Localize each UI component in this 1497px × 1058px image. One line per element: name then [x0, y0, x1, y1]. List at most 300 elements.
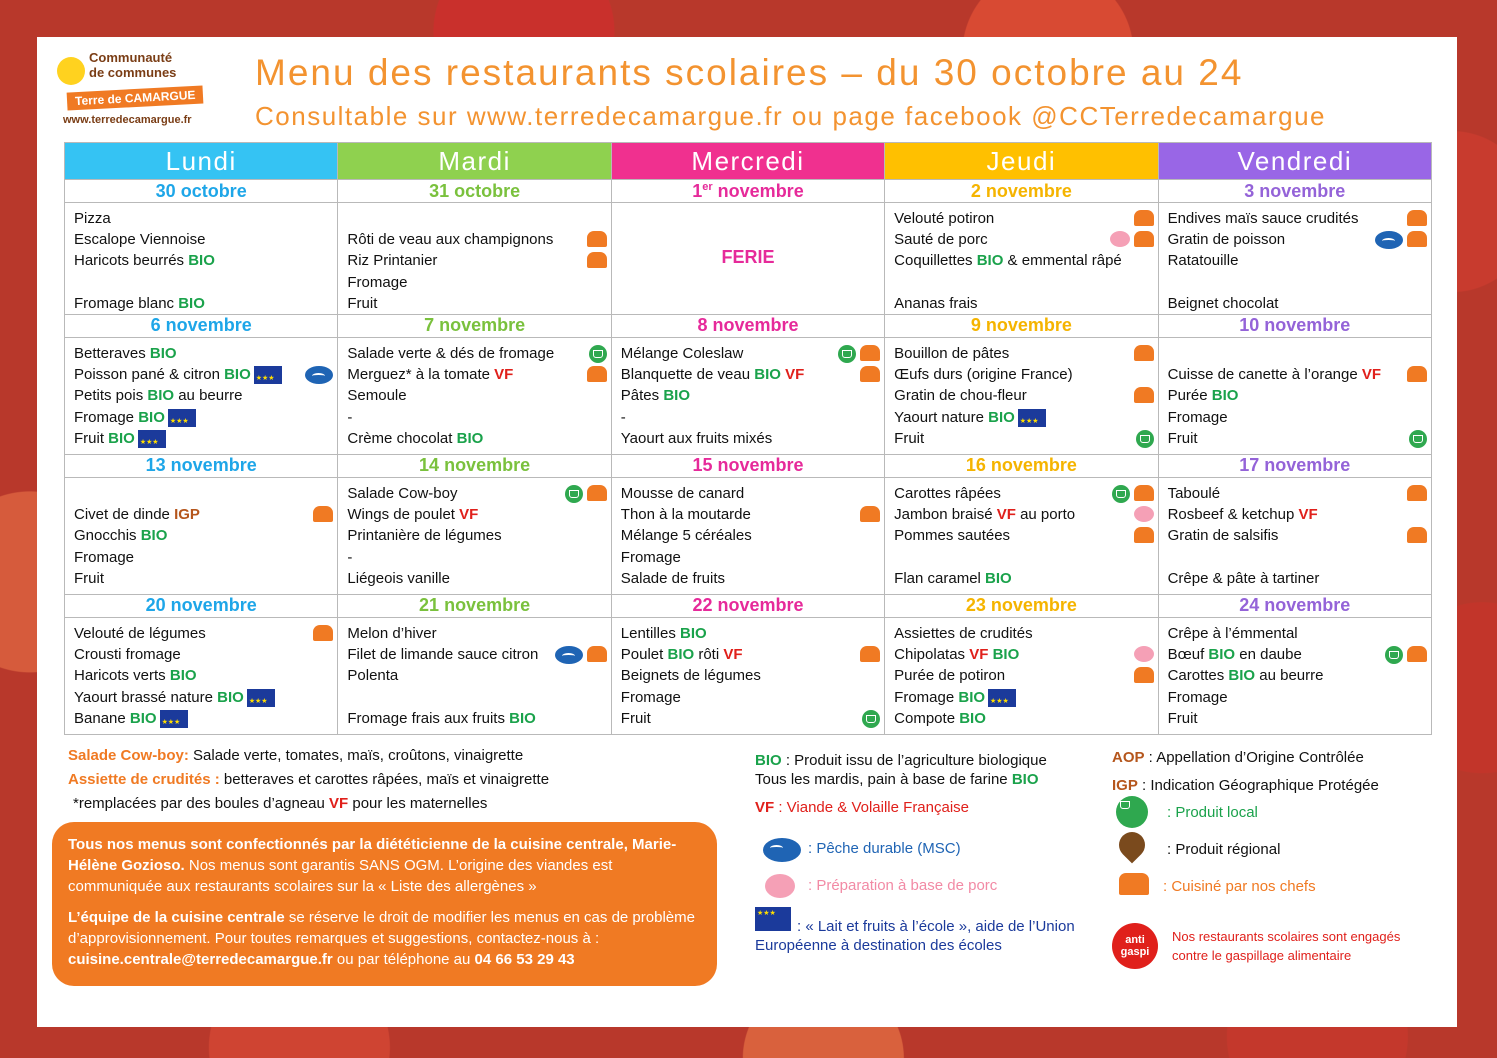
date-lundi: 6 novembre: [65, 314, 338, 337]
eu-flag-icon: [168, 409, 196, 427]
date-mercredi: 22 novembre: [611, 594, 884, 617]
dish-item: [894, 547, 1147, 568]
date-vendredi: 10 novembre: [1158, 314, 1431, 337]
dish-text: Escalope Viennoise: [74, 231, 206, 249]
dish-item: [74, 525, 327, 546]
dish-text: Thon à la moutarde: [620, 506, 751, 524]
legend-eu: : « Lait et fruits à l’école », aide de l’Union Européenne à destination des écoles: [755, 918, 1075, 954]
eu-flag-icon: [160, 710, 188, 728]
dish-list: [65, 203, 337, 314]
bio-tag: BIO: [985, 569, 1012, 587]
dish-item: [347, 428, 600, 449]
dish-list: [612, 478, 884, 589]
dish-item: [621, 644, 874, 665]
chef-hat-icon: [587, 231, 607, 247]
date-lundi: 13 novembre: [65, 454, 338, 477]
dish-item: [74, 229, 327, 250]
dish-text: Compote: [894, 709, 960, 727]
dish-text: Crousti fromage: [74, 646, 181, 664]
menu-cell-mardi: [338, 337, 611, 454]
dish-text: Chipolatas: [894, 646, 970, 664]
eu-flag-icon: [1018, 409, 1046, 427]
day-header-row: [65, 143, 1432, 180]
dish-item: [621, 343, 874, 364]
dish-item: [347, 364, 600, 385]
dish-list: [885, 618, 1157, 729]
dish-text: Fromage: [620, 688, 681, 706]
dish-item: [1168, 623, 1421, 644]
dish-text: Flan caramel: [894, 569, 986, 587]
dish-text: Petits pois: [74, 387, 148, 405]
vf-tag: VF: [785, 366, 805, 384]
menu-sheet: [37, 37, 1457, 1027]
menu-cell-lundi: [65, 203, 338, 315]
dish-item: [347, 343, 600, 364]
menu-cell-jeudi: [885, 477, 1158, 594]
dish-item: [894, 504, 1147, 525]
dish-item: [894, 208, 1147, 229]
chef-hat-icon: [1134, 231, 1154, 247]
dish-text: Melon d’hiver: [347, 624, 437, 642]
menu-cell-mercredi: [611, 477, 884, 594]
dish-text: -: [347, 408, 353, 426]
legend-chef: : Cuisiné par nos chefs: [1163, 878, 1316, 895]
dish-text: Pizza: [74, 210, 111, 227]
date-row: [65, 454, 1432, 477]
legend-bio: BIO : Produit issu de l’agriculture biologique Tous les mardis, pain à base de farine BIO: [755, 752, 1047, 788]
legend-msc: : Pêche durable (MSC): [808, 840, 961, 857]
pig-icon: [1134, 506, 1154, 522]
dish-text: Beignets de légumes: [620, 667, 761, 685]
chef-hat-icon: [1134, 527, 1154, 543]
antigaspi-apple-icon: anti gaspi: [1112, 923, 1158, 969]
dish-item: [621, 568, 874, 589]
local-basket-icon: [838, 345, 856, 363]
note-cowboy: Salade Cow-boy: Salade verte, tomates, maïs, croûtons, vinaigrette: [68, 747, 524, 764]
dish-item: [1168, 272, 1421, 293]
bio-tag: BIO: [992, 646, 1020, 664]
info-paragraph-1: Tous nos menus sont confectionnés par la diététicienne de la cuisine centrale, Marie-Hélène Gozioso. Nos menus sont garantis SANS OGM. L’origine des viandes est communiquée aux restaurants scolaires sur la « Liste des allergènes »: [68, 836, 677, 895]
logo-line2: de communes: [89, 65, 177, 80]
dish-item: [347, 272, 600, 293]
dish-text: Ananas frais: [894, 294, 978, 312]
dish-item: [894, 568, 1147, 589]
bio-tag: BIO: [1228, 667, 1256, 685]
bio-tag: BIO: [1208, 646, 1236, 664]
bio-tag: BIO: [178, 294, 205, 312]
vf-tag: VF: [996, 506, 1016, 524]
dish-item: [894, 623, 1147, 644]
day-header-lundi: Lundi: [65, 143, 338, 180]
dish-item: [621, 483, 874, 504]
dish-text: Fromage: [74, 408, 139, 426]
dish-list: [338, 618, 610, 729]
date-jeudi: 16 novembre: [885, 454, 1158, 477]
dish-item: [621, 665, 874, 686]
bio-tag: BIO: [138, 408, 165, 426]
dish-item: [894, 343, 1147, 364]
chef-hat-icon: [587, 252, 607, 268]
menu-cell-vendredi: [1158, 477, 1431, 594]
dish-item: [894, 272, 1147, 293]
dish-text: Banane: [74, 709, 130, 727]
info-box: [52, 822, 717, 986]
dish-list: [1159, 338, 1431, 449]
menu-cell-jeudi: [885, 203, 1158, 315]
bio-tag: BIO: [509, 709, 536, 727]
menu-cell-lundi: [65, 617, 338, 734]
menu-cell-mardi: [338, 617, 611, 734]
dish-text: Velouté de légumes: [74, 624, 206, 642]
dish-text: Yaourt nature: [894, 408, 989, 426]
dish-text: Wings de poulet: [347, 506, 460, 524]
date-mercredi: 1er novembre: [611, 180, 884, 203]
chef-hat-icon: [860, 646, 880, 662]
bio-tag: BIO: [679, 624, 707, 642]
dish-text: Liégeois vanille: [347, 569, 450, 587]
dish-item: [74, 504, 327, 525]
dish-item: [621, 504, 874, 525]
dish-text: Œufs durs (origine France): [894, 366, 1073, 384]
dish-item: [347, 623, 600, 644]
dish-text: Polenta: [347, 667, 399, 685]
dish-text: Yaourt aux fruits mixés: [620, 429, 773, 447]
dish-text: Rosbeef & ketchup: [1167, 506, 1299, 524]
dish-text: Gratin de poisson: [1167, 231, 1286, 249]
dish-text: Lentilles: [620, 624, 680, 642]
bio-tag: BIO: [976, 252, 1004, 270]
note-crudites: Assiette de crudités : betteraves et carottes râpées, maïs et vinaigrette: [68, 771, 550, 788]
date-jeudi: 23 novembre: [885, 594, 1158, 617]
date-lundi: 30 octobre: [65, 180, 338, 203]
chef-hat-icon: [1134, 667, 1154, 683]
eu-flag-icon: [988, 689, 1016, 707]
legend-local: : Produit local: [1167, 804, 1258, 821]
vf-tag: VF: [459, 506, 479, 524]
bio-tag: BIO: [217, 688, 244, 706]
dish-text: Sauté de porc: [894, 231, 988, 249]
dish-text: Fromage: [1167, 688, 1228, 706]
eu-flag-icon: [247, 689, 275, 707]
dish-text: -: [347, 548, 353, 566]
dish-text: Mousse de canard: [620, 484, 745, 502]
dish-list: [1159, 478, 1431, 589]
sun-icon: [57, 57, 85, 85]
dish-item: [894, 407, 1147, 428]
dish-text: Fromage: [347, 273, 408, 291]
menu-cell-vendredi: [1158, 617, 1431, 734]
legend-vf: VF : Viande & Volaille Française: [755, 799, 970, 816]
dish-item: [1168, 525, 1421, 546]
dish-text: Fruit: [620, 709, 651, 727]
vf-tag: VF: [969, 646, 989, 664]
dish-item: [621, 623, 874, 644]
day-header-jeudi: Jeudi: [885, 143, 1158, 180]
dish-text: Fruit: [74, 569, 104, 587]
dish-item: [74, 644, 327, 665]
date-mercredi: 15 novembre: [611, 454, 884, 477]
dish-text: Blanquette de veau: [620, 366, 755, 384]
dish-item: [74, 364, 327, 385]
menu-cell-lundi: [65, 477, 338, 594]
dish-item: [1168, 687, 1421, 708]
dish-text: Cuisse de canette à l’orange: [1167, 366, 1362, 384]
date-vendredi: 24 novembre: [1158, 594, 1431, 617]
dish-text: Endives maïs sauce crudités: [1167, 210, 1359, 227]
dish-text: Jambon braisé: [894, 506, 997, 524]
menu-cell-mercredi: [611, 337, 884, 454]
menu-cell-lundi: [65, 337, 338, 454]
dish-text: Filet de limande sauce citron: [347, 646, 539, 664]
vf-tag: VF: [1298, 506, 1318, 524]
bio-tag: BIO: [108, 429, 135, 447]
dish-text: -: [620, 408, 626, 426]
local-basket-icon: [1385, 646, 1403, 664]
dish-text: Carottes: [1167, 667, 1229, 685]
dish-text: Crêpe & pâte à tartiner: [1167, 569, 1320, 587]
dish-item: [1168, 644, 1421, 665]
info-paragraph-2: L’équipe de la cuisine centrale se réserve le droit de modifier les menus en cas de problème d’approvisionnement. Pour toutes remarques et suggestions, contactez-nous à : cuisine.centrale@terredecamargue.fr ou par téléphone au 04 66 53 29 43: [68, 909, 695, 968]
dish-text: Bouillon de pâtes: [894, 344, 1010, 362]
menu-cell-mardi: [338, 477, 611, 594]
legend-igp: IGP : Indication Géographique Protégée: [1112, 777, 1379, 794]
dish-list: [612, 618, 884, 729]
eu-flag-icon: [254, 366, 282, 384]
chef-hat-icon: [587, 366, 607, 382]
dish-item: [894, 644, 1147, 665]
dish-text: Haricots beurrés: [74, 252, 189, 270]
dish-text: Haricots verts: [74, 667, 170, 685]
dish-text: Mélange Coleslaw: [620, 344, 744, 362]
chef-hat-icon: [860, 366, 880, 382]
contact-email[interactable]: cuisine.centrale@terredecamargue.fr: [68, 951, 333, 968]
igp-tag: IGP: [174, 506, 200, 524]
dish-item: [894, 665, 1147, 686]
legend-porc: : Préparation à base de porc: [808, 877, 998, 894]
dish-item: [347, 687, 600, 708]
dish-item: [1168, 385, 1421, 406]
dish-item: [74, 687, 327, 708]
dish-text: Purée: [1167, 387, 1212, 405]
chef-hat-icon: [1134, 345, 1154, 361]
contact-phone[interactable]: 04 66 53 29 43: [474, 951, 575, 968]
dish-item: [74, 208, 327, 229]
dish-text: Fromage: [894, 688, 959, 706]
dish-item: [347, 708, 600, 729]
dish-text: au beurre: [174, 387, 243, 405]
chef-hat-icon: [1134, 210, 1154, 226]
menu-cell-mercredi: [611, 203, 884, 315]
dish-text: Fromage frais aux fruits: [347, 709, 510, 727]
dish-item: [621, 364, 874, 385]
dish-item: [347, 407, 600, 428]
menu-cell-mercredi: [611, 617, 884, 734]
menu-cell-vendredi: [1158, 203, 1431, 315]
dish-text: Assiettes de crudités: [894, 624, 1033, 642]
dish-text: Yaourt brassé nature: [74, 688, 218, 706]
bio-tag: BIO: [663, 387, 690, 405]
dish-item: [74, 708, 327, 729]
dish-text: Merguez* à la tomate: [347, 366, 495, 384]
dish-text: & emmental râpé: [1003, 252, 1122, 270]
dish-text: en daube: [1235, 646, 1302, 664]
dish-item: [74, 407, 327, 428]
footnotes: [68, 744, 549, 816]
dish-text: au porto: [1015, 506, 1076, 524]
dish-text: Fromage: [1167, 408, 1228, 426]
dish-item: [347, 525, 600, 546]
day-header-mercredi: Mercredi: [611, 143, 884, 180]
menu-table: [64, 142, 1432, 735]
logo-band: Terre de CAMARGUE: [67, 85, 204, 110]
dish-item: [621, 708, 874, 729]
pig-icon: [1134, 646, 1154, 662]
date-lundi: 20 novembre: [65, 594, 338, 617]
dish-item: [1168, 343, 1421, 364]
dish-item: [621, 687, 874, 708]
date-mardi: 7 novembre: [338, 314, 611, 337]
dish-text: Poisson pané & citron: [74, 366, 225, 384]
chef-hat-icon: [1407, 646, 1427, 662]
dish-item: [1168, 504, 1421, 525]
dish-text: Gratin de chou-fleur: [894, 387, 1027, 405]
dish-item: [894, 687, 1147, 708]
dish-item: [621, 547, 874, 568]
dish-item: [74, 385, 327, 406]
bio-tag: BIO: [147, 387, 175, 405]
menu-row: [65, 617, 1432, 734]
chef-hat-icon: [1134, 485, 1154, 501]
dish-text: Fruit: [894, 429, 925, 447]
dish-list: [65, 338, 337, 449]
dish-text: Coquillettes: [894, 252, 977, 270]
date-jeudi: 2 novembre: [885, 180, 1158, 203]
dish-item: [74, 665, 327, 686]
msc-fish-icon: [763, 838, 801, 862]
bio-tag: BIO: [958, 688, 986, 706]
dish-item: [347, 547, 600, 568]
day-header-vendredi: Vendredi: [1158, 143, 1431, 180]
dish-list: [885, 203, 1157, 314]
dish-list: [1159, 618, 1431, 729]
dish-item: [894, 708, 1147, 729]
dish-item: [74, 343, 327, 364]
legend-aop: AOP : Appellation d’Origine Contrôlée: [1112, 749, 1364, 766]
date-mardi: 21 novembre: [338, 594, 611, 617]
menu-cell-mardi: [338, 203, 611, 315]
dish-item: [347, 250, 600, 271]
bio-tag: BIO: [224, 366, 251, 384]
dish-text: Salade de fruits: [620, 569, 726, 587]
dish-item: [1168, 428, 1421, 449]
dish-text: Bœuf: [1167, 646, 1209, 664]
pig-icon: [1110, 231, 1130, 247]
date-mardi: 31 octobre: [338, 180, 611, 203]
dish-text: rôti: [694, 646, 724, 664]
dish-item: [894, 385, 1147, 406]
chef-hat-icon: [313, 506, 333, 522]
dish-item: [347, 504, 600, 525]
note-merguez: *remplacées par des boules d’agneau VF pour les maternelles: [73, 795, 488, 812]
dish-item: [1168, 250, 1421, 271]
bio-tag: BIO: [959, 709, 986, 727]
dish-text: Riz Printanier: [347, 252, 438, 270]
dish-text: Salade verte & dés de fromage: [347, 344, 555, 362]
bio-tag: BIO: [1211, 387, 1239, 405]
dish-item: [1168, 208, 1421, 229]
chef-hat-icon: [1119, 873, 1149, 895]
menu-cell-jeudi: [885, 337, 1158, 454]
dish-item: [894, 364, 1147, 385]
dish-item: [347, 293, 600, 314]
bio-tag: BIO: [129, 709, 157, 727]
dish-text: Pâtes: [620, 387, 664, 405]
dish-item: [347, 385, 600, 406]
dish-list: [65, 478, 337, 589]
dish-text: Fruit: [347, 294, 378, 312]
dish-item: [1168, 665, 1421, 686]
bio-tag: BIO: [988, 408, 1015, 426]
local-basket-icon: [1112, 485, 1130, 503]
dish-item: [74, 547, 327, 568]
logo-url: www.terredecamargue.fr: [63, 114, 192, 126]
dish-item: [894, 293, 1147, 314]
eu-flag-icon: [138, 430, 166, 448]
dish-item: [74, 293, 327, 314]
dish-item: [74, 483, 327, 504]
vf-tag: VF: [723, 646, 743, 664]
dish-text: Ratatouille: [1167, 252, 1239, 270]
dish-text: Fruit: [1167, 429, 1198, 447]
dish-text: Fromage blanc: [74, 294, 179, 312]
menu-row: [65, 337, 1432, 454]
dish-item: [74, 428, 327, 449]
dish-list: [1159, 203, 1431, 314]
bio-tag: BIO: [456, 429, 484, 447]
chef-hat-icon: [860, 506, 880, 522]
dish-text: Velouté potiron: [894, 210, 995, 227]
chef-hat-icon: [1407, 366, 1427, 382]
dish-text: Salade Cow-boy: [347, 484, 458, 502]
chef-hat-icon: [1407, 485, 1427, 501]
dish-item: [347, 229, 600, 250]
ferie-label: FERIE: [721, 246, 775, 267]
dish-text: Carottes râpées: [894, 484, 1001, 502]
dish-text: Poulet: [620, 646, 668, 664]
bio-tag: BIO: [754, 366, 781, 384]
dish-text: Civet de dinde: [74, 506, 175, 524]
chef-hat-icon: [587, 485, 607, 501]
dish-item: [74, 568, 327, 589]
dish-text: Fruit: [74, 429, 109, 447]
dish-text: Gratin de salsifis: [1167, 527, 1279, 545]
local-basket-icon: [1409, 430, 1427, 448]
dish-text: Rôti de veau aux champignons: [347, 231, 554, 249]
menu-cell-jeudi: [885, 617, 1158, 734]
bio-tag: BIO: [667, 646, 695, 664]
dish-text: Printanière de légumes: [347, 527, 502, 545]
dish-text: Crème chocolat: [347, 429, 457, 447]
day-header-mardi: Mardi: [338, 143, 611, 180]
dish-item: [1168, 483, 1421, 504]
date-jeudi: 9 novembre: [885, 314, 1158, 337]
chef-hat-icon: [1407, 527, 1427, 543]
dish-text: Pommes sautées: [894, 527, 1011, 545]
bio-tag: BIO: [149, 344, 177, 362]
legend-regional: : Produit régional: [1167, 841, 1281, 858]
dish-item: [1168, 364, 1421, 385]
dish-item: [894, 250, 1147, 271]
